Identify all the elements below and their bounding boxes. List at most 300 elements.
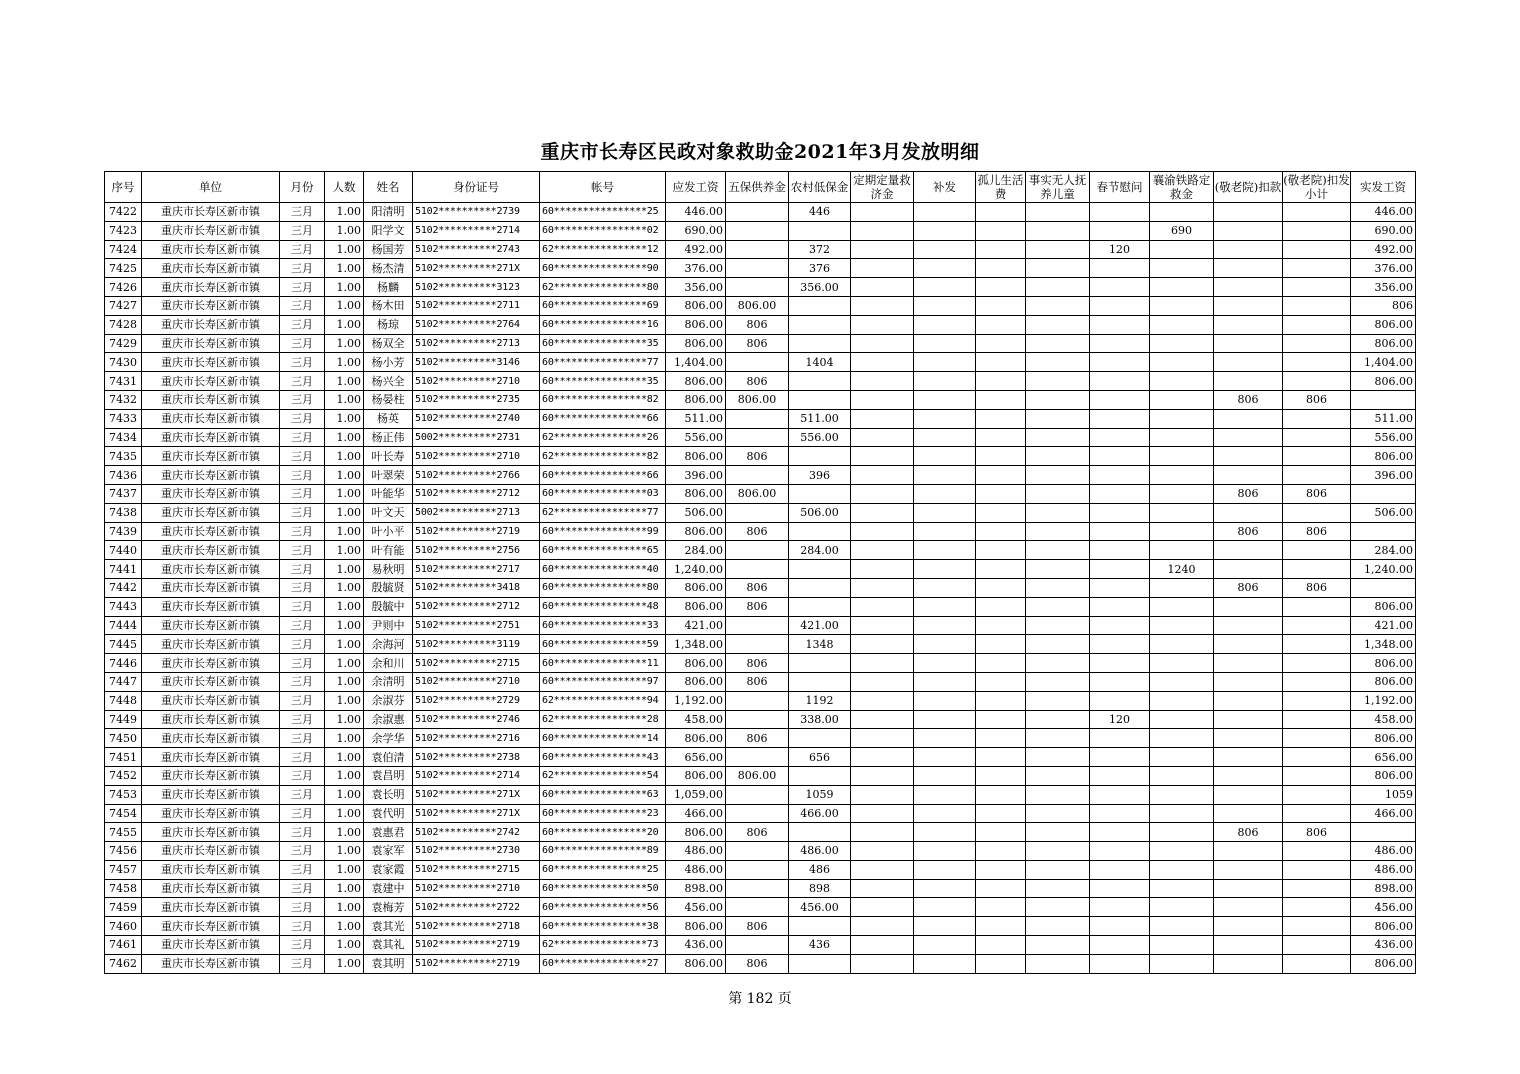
gross-pay-cell: 806.00 [666, 484, 726, 503]
count-cell: 1.00 [325, 334, 364, 353]
unit-cell: 重庆市长寿区新市镇 [142, 654, 280, 673]
railway-relief-cell [1150, 823, 1214, 842]
wubao-cell: 806 [726, 672, 789, 691]
id-number-cell: 5102**********3418 [413, 578, 540, 597]
table-row [105, 278, 1416, 297]
gross-pay-cell: 486.00 [666, 842, 726, 861]
gross-pay-cell: 556.00 [666, 428, 726, 447]
gross-pay-cell: 1,059.00 [666, 785, 726, 804]
seq-cell: 7437 [105, 484, 142, 503]
month-cell: 三月 [280, 635, 325, 654]
table-row [105, 748, 1416, 767]
month-cell: 三月 [280, 898, 325, 917]
count-cell: 1.00 [325, 917, 364, 936]
back-pay-cell [914, 729, 976, 748]
count-cell: 1.00 [325, 278, 364, 297]
railway-relief-cell [1150, 842, 1214, 861]
deduction-subtotal-cell [1283, 917, 1351, 936]
deduction-subtotal-cell [1283, 804, 1351, 823]
spring-festival-cell [1090, 522, 1150, 541]
count-cell: 1.00 [325, 879, 364, 898]
unit-cell: 重庆市长寿区新市镇 [142, 466, 280, 485]
orphan-cell [976, 710, 1026, 729]
back-pay-cell [914, 203, 976, 222]
net-pay-cell [1351, 578, 1416, 597]
id-number-cell: 5102**********2710 [413, 672, 540, 691]
column-header: (敬老院)扣款 [1214, 172, 1283, 203]
id-number-cell: 5102**********2712 [413, 484, 540, 503]
wubao-cell: 806 [726, 917, 789, 936]
back-pay-cell [914, 522, 976, 541]
id-number-cell: 5102**********2722 [413, 898, 540, 917]
deduction-subtotal-cell: 806 [1283, 578, 1351, 597]
orphan-cell [976, 729, 1026, 748]
month-cell: 三月 [280, 315, 325, 334]
unit-cell: 重庆市长寿区新市镇 [142, 879, 280, 898]
deduction-cell [1214, 409, 1283, 428]
table-row [105, 936, 1416, 955]
orphan-cell [976, 785, 1026, 804]
count-cell: 1.00 [325, 390, 364, 409]
railway-relief-cell [1150, 372, 1214, 391]
net-pay-cell: 806.00 [1351, 917, 1416, 936]
seq-cell: 7438 [105, 503, 142, 522]
dibao-cell: 506.00 [789, 503, 851, 522]
gross-pay-cell: 806.00 [666, 729, 726, 748]
dibao-cell [789, 315, 851, 334]
unit-cell: 重庆市长寿区新市镇 [142, 954, 280, 973]
seq-cell: 7443 [105, 597, 142, 616]
wubao-cell: 806 [726, 654, 789, 673]
column-header: 序号 [105, 172, 142, 203]
wubao-cell [726, 560, 789, 579]
count-cell: 1.00 [325, 804, 364, 823]
unsupported-child-cell [1026, 240, 1090, 259]
wubao-cell: 806 [726, 315, 789, 334]
regular-relief-cell [851, 842, 914, 861]
month-cell: 三月 [280, 259, 325, 278]
month-cell: 三月 [280, 484, 325, 503]
month-cell: 三月 [280, 522, 325, 541]
column-header: 农村低保金 [789, 172, 851, 203]
id-number-cell: 5102**********3119 [413, 635, 540, 654]
id-number-cell: 5102**********2739 [413, 203, 540, 222]
deduction-cell [1214, 278, 1283, 297]
regular-relief-cell [851, 372, 914, 391]
month-cell: 三月 [280, 860, 325, 879]
back-pay-cell [914, 240, 976, 259]
month-cell: 三月 [280, 560, 325, 579]
dibao-cell [789, 766, 851, 785]
back-pay-cell [914, 278, 976, 297]
back-pay-cell [914, 503, 976, 522]
net-pay-cell: 898.00 [1351, 879, 1416, 898]
name-cell: 阳学文 [364, 221, 413, 240]
deduction-subtotal-cell [1283, 221, 1351, 240]
month-cell: 三月 [280, 203, 325, 222]
unsupported-child-cell [1026, 635, 1090, 654]
account-cell: 60****************35 [540, 334, 666, 353]
dibao-cell: 372 [789, 240, 851, 259]
account-cell: 60****************89 [540, 842, 666, 861]
column-header: 月份 [280, 172, 325, 203]
net-pay-cell: 376.00 [1351, 259, 1416, 278]
table-row [105, 409, 1416, 428]
back-pay-cell [914, 917, 976, 936]
unit-cell: 重庆市长寿区新市镇 [142, 823, 280, 842]
name-cell: 袁代明 [364, 804, 413, 823]
regular-relief-cell [851, 936, 914, 955]
count-cell: 1.00 [325, 428, 364, 447]
seq-cell: 7434 [105, 428, 142, 447]
net-pay-cell: 690.00 [1351, 221, 1416, 240]
dibao-cell [789, 578, 851, 597]
wubao-cell: 806 [726, 597, 789, 616]
regular-relief-cell [851, 654, 914, 673]
count-cell: 1.00 [325, 221, 364, 240]
id-number-cell: 5102**********2743 [413, 240, 540, 259]
orphan-cell [976, 860, 1026, 879]
spring-festival-cell [1090, 466, 1150, 485]
account-cell: 60****************59 [540, 635, 666, 654]
id-number-cell: 5102**********2719 [413, 954, 540, 973]
net-pay-cell: 486.00 [1351, 860, 1416, 879]
dibao-cell [789, 729, 851, 748]
spring-festival-cell [1090, 597, 1150, 616]
railway-relief-cell [1150, 672, 1214, 691]
dibao-cell: 284.00 [789, 541, 851, 560]
spring-festival-cell [1090, 372, 1150, 391]
account-cell: 60****************99 [540, 522, 666, 541]
deduction-cell [1214, 240, 1283, 259]
unsupported-child-cell [1026, 522, 1090, 541]
month-cell: 三月 [280, 296, 325, 315]
dibao-cell: 511.00 [789, 409, 851, 428]
wubao-cell [726, 541, 789, 560]
seq-cell: 7454 [105, 804, 142, 823]
table-row [105, 334, 1416, 353]
dibao-cell [789, 296, 851, 315]
regular-relief-cell [851, 541, 914, 560]
back-pay-cell [914, 296, 976, 315]
gross-pay-cell: 806.00 [666, 522, 726, 541]
dibao-cell [789, 823, 851, 842]
seq-cell: 7435 [105, 447, 142, 466]
regular-relief-cell [851, 597, 914, 616]
gross-pay-cell: 466.00 [666, 804, 726, 823]
table-row [105, 259, 1416, 278]
deduction-subtotal-cell [1283, 635, 1351, 654]
unsupported-child-cell [1026, 842, 1090, 861]
seq-cell: 7445 [105, 635, 142, 654]
railway-relief-cell [1150, 936, 1214, 955]
gross-pay-cell: 690.00 [666, 221, 726, 240]
unsupported-child-cell [1026, 597, 1090, 616]
orphan-cell [976, 428, 1026, 447]
count-cell: 1.00 [325, 710, 364, 729]
id-number-cell: 5102**********271X [413, 804, 540, 823]
account-cell: 60****************48 [540, 597, 666, 616]
spring-festival-cell [1090, 578, 1150, 597]
unsupported-child-cell [1026, 917, 1090, 936]
unit-cell: 重庆市长寿区新市镇 [142, 541, 280, 560]
deduction-cell [1214, 766, 1283, 785]
back-pay-cell [914, 353, 976, 372]
unsupported-child-cell [1026, 954, 1090, 973]
unsupported-child-cell [1026, 259, 1090, 278]
railway-relief-cell: 690 [1150, 221, 1214, 240]
dibao-cell: 466.00 [789, 804, 851, 823]
table-row [105, 353, 1416, 372]
back-pay-cell [914, 334, 976, 353]
regular-relief-cell [851, 221, 914, 240]
account-cell: 60****************56 [540, 898, 666, 917]
back-pay-cell [914, 654, 976, 673]
count-cell: 1.00 [325, 578, 364, 597]
account-cell: 60****************66 [540, 466, 666, 485]
name-cell: 杨正伟 [364, 428, 413, 447]
gross-pay-cell: 376.00 [666, 259, 726, 278]
net-pay-cell: 456.00 [1351, 898, 1416, 917]
id-number-cell: 5102**********2746 [413, 710, 540, 729]
spring-festival-cell [1090, 560, 1150, 579]
unsupported-child-cell [1026, 578, 1090, 597]
deduction-subtotal-cell [1283, 240, 1351, 259]
gross-pay-cell: 806.00 [666, 296, 726, 315]
wubao-cell: 806 [726, 447, 789, 466]
net-pay-cell: 1,348.00 [1351, 635, 1416, 654]
regular-relief-cell [851, 278, 914, 297]
railway-relief-cell [1150, 616, 1214, 635]
wubao-cell [726, 278, 789, 297]
deduction-cell [1214, 296, 1283, 315]
dibao-cell: 486 [789, 860, 851, 879]
wubao-cell [726, 466, 789, 485]
unsupported-child-cell [1026, 484, 1090, 503]
month-cell: 三月 [280, 823, 325, 842]
seq-cell: 7458 [105, 879, 142, 898]
id-number-cell: 5102**********2751 [413, 616, 540, 635]
seq-cell: 7429 [105, 334, 142, 353]
column-header: 单位 [142, 172, 280, 203]
spring-festival-cell [1090, 296, 1150, 315]
count-cell: 1.00 [325, 766, 364, 785]
name-cell: 袁梅芳 [364, 898, 413, 917]
regular-relief-cell [851, 672, 914, 691]
railway-relief-cell [1150, 691, 1214, 710]
seq-cell: 7436 [105, 466, 142, 485]
railway-relief-cell [1150, 428, 1214, 447]
spring-festival-cell [1090, 635, 1150, 654]
month-cell: 三月 [280, 766, 325, 785]
regular-relief-cell [851, 879, 914, 898]
seq-cell: 7442 [105, 578, 142, 597]
back-pay-cell [914, 936, 976, 955]
deduction-cell [1214, 635, 1283, 654]
wubao-cell [726, 635, 789, 654]
orphan-cell [976, 748, 1026, 767]
net-pay-cell: 436.00 [1351, 936, 1416, 955]
unit-cell: 重庆市长寿区新市镇 [142, 353, 280, 372]
seq-cell: 7452 [105, 766, 142, 785]
table-row [105, 221, 1416, 240]
regular-relief-cell [851, 409, 914, 428]
name-cell: 袁惠君 [364, 823, 413, 842]
table-row [105, 879, 1416, 898]
gross-pay-cell: 436.00 [666, 936, 726, 955]
unsupported-child-cell [1026, 353, 1090, 372]
name-cell: 余学华 [364, 729, 413, 748]
gross-pay-cell: 511.00 [666, 409, 726, 428]
spring-festival-cell [1090, 654, 1150, 673]
deduction-cell [1214, 842, 1283, 861]
regular-relief-cell [851, 240, 914, 259]
deduction-cell [1214, 729, 1283, 748]
wubao-cell [726, 785, 789, 804]
seq-cell: 7461 [105, 936, 142, 955]
name-cell: 余清明 [364, 672, 413, 691]
month-cell: 三月 [280, 240, 325, 259]
deduction-subtotal-cell [1283, 503, 1351, 522]
seq-cell: 7460 [105, 917, 142, 936]
back-pay-cell [914, 785, 976, 804]
gross-pay-cell: 806.00 [666, 954, 726, 973]
deduction-cell [1214, 466, 1283, 485]
count-cell: 1.00 [325, 654, 364, 673]
orphan-cell [976, 203, 1026, 222]
net-pay-cell: 486.00 [1351, 842, 1416, 861]
name-cell: 袁伯清 [364, 748, 413, 767]
orphan-cell [976, 334, 1026, 353]
account-cell: 60****************80 [540, 578, 666, 597]
gross-pay-cell: 806.00 [666, 315, 726, 334]
account-cell: 60****************14 [540, 729, 666, 748]
wubao-cell: 806.00 [726, 390, 789, 409]
net-pay-cell: 806.00 [1351, 315, 1416, 334]
month-cell: 三月 [280, 729, 325, 748]
wubao-cell: 806 [726, 578, 789, 597]
wubao-cell [726, 879, 789, 898]
name-cell: 叶能华 [364, 484, 413, 503]
deduction-cell [1214, 860, 1283, 879]
unit-cell: 重庆市长寿区新市镇 [142, 729, 280, 748]
dibao-cell: 338.00 [789, 710, 851, 729]
id-number-cell: 5102**********2735 [413, 390, 540, 409]
dibao-cell [789, 672, 851, 691]
spring-festival-cell [1090, 278, 1150, 297]
seq-cell: 7428 [105, 315, 142, 334]
unit-cell: 重庆市长寿区新市镇 [142, 672, 280, 691]
wubao-cell [726, 936, 789, 955]
deduction-cell [1214, 259, 1283, 278]
gross-pay-cell: 446.00 [666, 203, 726, 222]
regular-relief-cell [851, 898, 914, 917]
dibao-cell: 1059 [789, 785, 851, 804]
account-cell: 60****************11 [540, 654, 666, 673]
net-pay-cell: 446.00 [1351, 203, 1416, 222]
column-header: (敬老院)扣发小计 [1283, 173, 1350, 201]
net-pay-cell: 806.00 [1351, 372, 1416, 391]
id-number-cell: 5102**********2756 [413, 541, 540, 560]
dibao-cell [789, 597, 851, 616]
dibao-cell: 1192 [789, 691, 851, 710]
account-cell: 60****************03 [540, 484, 666, 503]
deduction-subtotal-cell [1283, 954, 1351, 973]
net-pay-cell: 1,404.00 [1351, 353, 1416, 372]
deduction-cell [1214, 785, 1283, 804]
deduction-cell [1214, 372, 1283, 391]
table-row [105, 616, 1416, 635]
table-row [105, 804, 1416, 823]
unit-cell: 重庆市长寿区新市镇 [142, 315, 280, 334]
regular-relief-cell [851, 466, 914, 485]
dibao-cell [789, 221, 851, 240]
orphan-cell [976, 635, 1026, 654]
name-cell: 杨杰清 [364, 259, 413, 278]
count-cell: 1.00 [325, 484, 364, 503]
spring-festival-cell [1090, 729, 1150, 748]
unsupported-child-cell [1026, 503, 1090, 522]
name-cell: 叶有能 [364, 541, 413, 560]
account-cell: 60****************40 [540, 560, 666, 579]
unit-cell: 重庆市长寿区新市镇 [142, 785, 280, 804]
net-pay-cell: 806.00 [1351, 447, 1416, 466]
unsupported-child-cell [1026, 823, 1090, 842]
unit-cell: 重庆市长寿区新市镇 [142, 842, 280, 861]
unsupported-child-cell [1026, 447, 1090, 466]
spring-festival-cell [1090, 860, 1150, 879]
deduction-subtotal-cell [1283, 296, 1351, 315]
unsupported-child-cell [1026, 616, 1090, 635]
dibao-cell: 556.00 [789, 428, 851, 447]
page-title: 重庆市长寿区民政对象救助金2021年3月发放明细 [540, 141, 980, 163]
month-cell: 三月 [280, 936, 325, 955]
month-cell: 三月 [280, 616, 325, 635]
id-number-cell: 5102**********2766 [413, 466, 540, 485]
unit-cell: 重庆市长寿区新市镇 [142, 203, 280, 222]
month-cell: 三月 [280, 578, 325, 597]
deduction-subtotal-cell [1283, 785, 1351, 804]
wubao-cell [726, 860, 789, 879]
spring-festival-cell [1090, 672, 1150, 691]
gross-pay-cell: 806.00 [666, 597, 726, 616]
railway-relief-cell [1150, 898, 1214, 917]
account-cell: 62****************26 [540, 428, 666, 447]
gross-pay-cell: 806.00 [666, 917, 726, 936]
unit-cell: 重庆市长寿区新市镇 [142, 278, 280, 297]
seq-cell: 7426 [105, 278, 142, 297]
month-cell: 三月 [280, 409, 325, 428]
spring-festival-cell [1090, 484, 1150, 503]
spring-festival-cell [1090, 409, 1150, 428]
net-pay-cell: 806.00 [1351, 334, 1416, 353]
seq-cell: 7425 [105, 259, 142, 278]
back-pay-cell [914, 560, 976, 579]
account-cell: 60****************63 [540, 785, 666, 804]
id-number-cell: 5102**********2716 [413, 729, 540, 748]
unsupported-child-cell [1026, 672, 1090, 691]
wubao-cell: 806 [726, 522, 789, 541]
table-row [105, 860, 1416, 879]
railway-relief-cell [1150, 766, 1214, 785]
wubao-cell [726, 409, 789, 428]
spring-festival-cell [1090, 917, 1150, 936]
railway-relief-cell [1150, 466, 1214, 485]
regular-relief-cell [851, 954, 914, 973]
wubao-cell [726, 748, 789, 767]
deduction-subtotal-cell [1283, 879, 1351, 898]
unit-cell: 重庆市长寿区新市镇 [142, 616, 280, 635]
